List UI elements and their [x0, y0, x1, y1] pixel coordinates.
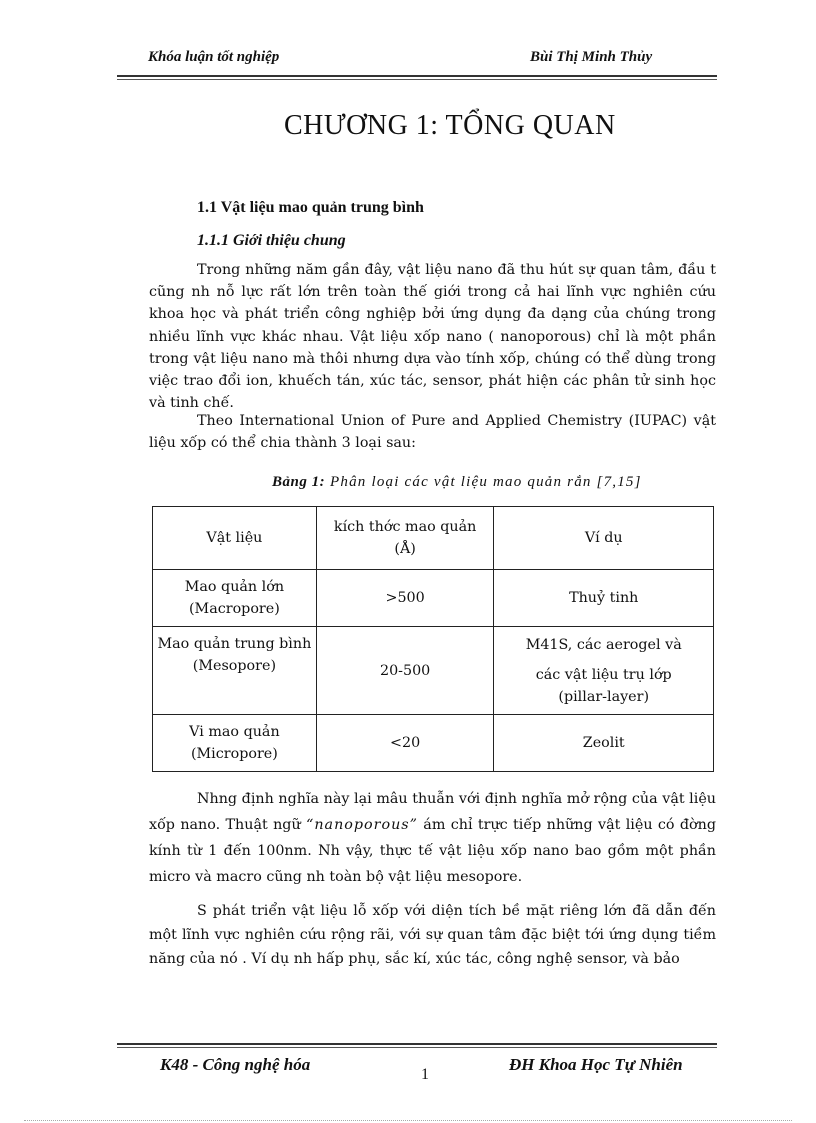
table-caption: [272, 474, 642, 491]
table-header-cell: Vật liệu: [153, 507, 317, 570]
table-cell-size: 20-500: [316, 627, 494, 715]
paragraph-intro-text: Trong những năm gần đây, vật liệu nano đã thu hút sự quan tâm, đầu t cũng nh nỗ lực rất lớn trên toàn thế giới trong cả hai lĩnh vực nghiên cứu khoa học và phát triển công nghiệp bởi ứng dụng đa dạng của chúng trong nhiều lĩnh vực khác nhau. Vật liệu xốp nano ( nanoporous) chỉ là một phần trong vật liệu nano mà thôi nhưng dựa vào tính xốp, chúng có thể dùng trong việc trao đổi ion, khuếch tán, xúc tác, sensor, phát hiện các phân tử sinh học và tinh chế.: [149, 262, 716, 412]
table-cell-material: Mao quản trung bình (Mesopore): [153, 627, 317, 715]
term-nanoporous: “nanoporous”: [306, 817, 418, 833]
table-row: [153, 715, 714, 772]
table-header-cell: Ví dụ: [494, 507, 714, 570]
table-row: [153, 627, 714, 715]
table-cell-size: >500: [316, 570, 494, 627]
header-size-label: kích thớc mao quản: [333, 519, 477, 535]
header-size-unit: (Å): [394, 541, 416, 557]
paragraph-iupac: [149, 410, 716, 454]
paragraph-iupac-text: Theo International Union of Pure and Applied Chemistry (IUPAC) vật liệu xốp có thể chia thành 3 loại sau:: [149, 413, 716, 452]
paragraph-intro: [149, 259, 716, 414]
header-left: Khóa luận tốt nghiệp: [148, 49, 280, 65]
table-cell-example: M41S, các aerogel và các vật liệu trụ lớp (pillar-layer): [494, 627, 714, 715]
table-header-row: [153, 507, 714, 570]
table-cell-material: Mao quản lớn (Macropore): [153, 570, 317, 627]
footer-rule-thin: [117, 1047, 717, 1048]
header-rule: [117, 75, 717, 77]
table-caption-label: Bảng 1:: [272, 474, 326, 490]
subsection-title: 1.1.1 Giới thiệu chung: [197, 232, 346, 249]
header-rule-thin: [117, 79, 717, 80]
chapter-title: CHƯƠNG 1: TỔNG QUAN: [284, 110, 616, 141]
table-cell-size: <20: [316, 715, 494, 772]
paragraph-development-text: S phát triển vật liệu lỗ xốp với diện tích bề mặt riêng lớn đã dẫn đến một lĩnh vực nghiên cứu rộng rãi, với sự quan tâm đặc biệt tới ứng dụng tiềm năng của nó . Ví dụ nh hấp phụ, sắc kí, xúc tác, công nghệ sensor, và bảo: [149, 903, 716, 967]
table-cell-material: Vi mao quản (Micropore): [153, 715, 317, 772]
footer-rule: [117, 1043, 717, 1045]
pore-classification-table: [152, 506, 714, 772]
table-row: [153, 570, 714, 627]
page-number: 1: [421, 1066, 429, 1083]
paragraph-definition: [149, 786, 716, 890]
table-caption-text: Phân loại các vật liệu mao quản rắn [7,15]: [325, 474, 642, 490]
header-right: Bùi Thị Minh Thủy: [530, 49, 653, 65]
page-bottom-divider: [24, 1120, 792, 1121]
footer-left: K48 - Công nghệ hóa: [160, 1055, 311, 1074]
paragraph-development: [149, 899, 716, 971]
paragraph-definition-text: Nhng định nghĩa này lại mâu thuẫn với định nghĩa mở rộng của vật liệu xốp nano. Thuật ngữ: [149, 791, 716, 833]
table-cell-example: Thuỷ tinh: [494, 570, 714, 627]
section-title: 1.1 Vật liệu mao quản trung bình: [197, 199, 424, 216]
table-cell-example: Zeolit: [494, 715, 714, 772]
paragraph-definition-text-2: ám chỉ trực tiếp những vật liệu có đờng kính từ 1 đến 100nm. Nh vậy, thực tế vật liệu xốp nano bao gồm một phần micro và macro cũng nh toàn bộ vật liệu mesopore.: [149, 817, 716, 885]
footer-right: ĐH Khoa Học Tự Nhiên: [509, 1055, 683, 1074]
table-header-cell: [316, 507, 494, 570]
